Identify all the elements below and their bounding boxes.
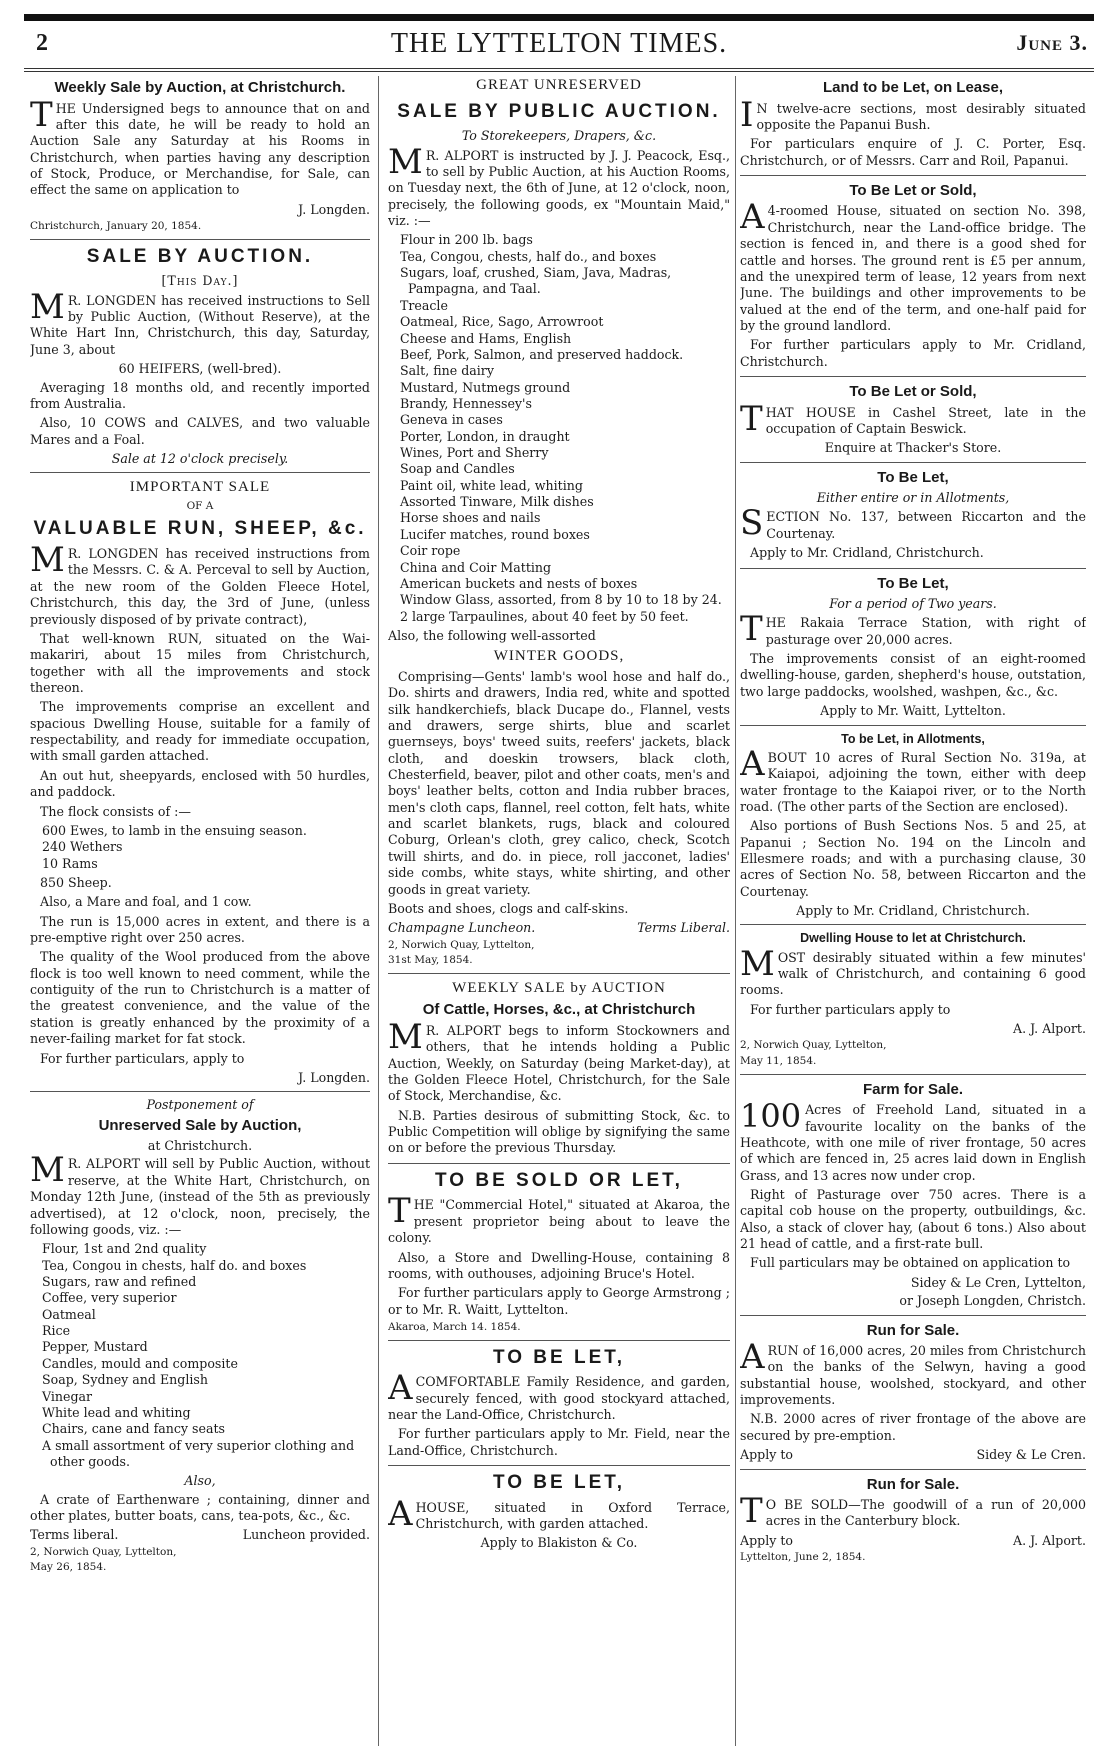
luncheon-text: Luncheon provided. (242, 1527, 370, 1543)
top-rule (24, 14, 1094, 21)
list-item: Wines, Port and Sherry (400, 445, 549, 461)
list-item: Tea, Congou, chests, half do., and boxes (400, 248, 657, 264)
ad-heading: TO BE LET, (492, 1472, 626, 1494)
ad-subheading: [This Day.] (161, 273, 239, 289)
list-item: Treacle (400, 297, 448, 313)
ad-heading: SALE BY AUCTION. (86, 245, 314, 267)
goods-list (388, 232, 730, 625)
apply-row (740, 1533, 1086, 1549)
ad-heading: Land to be Let, on Lease, (822, 79, 1004, 96)
ad-paragraph: For further particulars apply to Mr. Field, near the Land-Office, Christchurch. (388, 1426, 730, 1458)
column-2 (388, 76, 730, 1746)
ad-paragraph: Also portions of Bush Sections Nos. 5 and 25, at Papanui ; Section No. 194 on the Lincoln and Ellesmere roads; and with a purchasing clause, 30 acres of Section No. 58, between Riccarton and the Courtenay. (740, 818, 1086, 899)
list-item: China and Coir Matting (400, 559, 552, 575)
ad-let-or-sold-house (740, 181, 1086, 377)
ad-subheading: To Storekeepers, Drapers, &c. (461, 128, 657, 144)
ad-heading: TO BE LET, (492, 1346, 626, 1368)
list-item: Lucifer matches, round boxes (400, 526, 590, 542)
ad-kicker-small: OF A (186, 499, 214, 512)
ad-paragraph: Apply to Mr. Cridland, Christchurch. (796, 903, 1030, 919)
ad-paragraph: Apply to Mr. Cridland, Christchurch. (750, 545, 984, 561)
ad-body: THE Rakaia Terrace Station, with right of pasturage over 20,000 acres. (740, 609, 1086, 650)
ad-to-be-let-house (388, 1471, 730, 1557)
ad-heading: Weekly Sale by Auction, at Christchurch. (54, 79, 346, 96)
apply-text: Apply to (740, 1532, 794, 1548)
ad-paragraph: Also, 10 COWS and CALVES, and two valuable Mares and a Foal. (30, 415, 370, 447)
list-item: Coffee, very superior (42, 1290, 177, 1306)
ad-body: MR. ALPORT is instructed by J. J. Peacock, Esq., to sell by Public Auction, at his Auction Rooms, on Tuesday next, the 6th of June, at 12 o'clock, noon, precisely, the following goods, ex "Mountain Maid," viz. :— (388, 141, 730, 228)
ad-body: AHOUSE, situated in Oxford Terrace, Christchurch, with garden attached. (388, 1493, 730, 1534)
ad-weekly-sale-christchurch (30, 78, 370, 240)
ad-signature: Sidey & Le Cren, Lyttelton, (910, 1274, 1086, 1290)
ad-body: MR. ALPORT begs to inform Stockowners and others, that he intends holding a Public Auction, Weekly, on Saturday (being Market-day), at the Golden Fleece Hotel, Christchurch, for the Sale of Stock, Merchandise, &c. (388, 1016, 730, 1104)
ad-body: TO BE SOLD—The goodwill of a run of 20,000 acres in the Canterbury block. (740, 1491, 1086, 1532)
ad-section-to-be-let (740, 468, 1086, 569)
ad-paragraph: Apply to Mr. Waitt, Lyttelton. (820, 703, 1006, 719)
list-item: Cheese and Hams, English (400, 330, 572, 346)
column-divider (735, 76, 736, 1746)
list-item: Flour in 200 lb. bags (400, 232, 533, 248)
list-item: Chairs, cane and fancy seats (42, 1421, 225, 1437)
list-item: Tea, Congou in chests, half do. and boxes (42, 1257, 307, 1273)
list-item: Soap and Candles (400, 461, 515, 477)
ad-signature: J. Longden. (298, 201, 370, 217)
ad-time: Sale at 12 o'clock precisely. (111, 450, 289, 466)
column-1 (30, 76, 370, 1746)
list-item: 10 Rams (42, 855, 98, 871)
ad-paragraph: Enquire at Thacker's Store. (824, 440, 1002, 456)
ad-body: Acres of Freehold Land, situated in a favourite locality on the banks of the Heathcote, with one mile of river frontage, 50 acres of which are fenced in, 25 acres laid down in English Grass, and 13 acres now under crop. (740, 1102, 1086, 1183)
ad-signature: or Joseph Longden, Christch. (899, 1293, 1086, 1309)
ad-signature: A. J. Alport. (1012, 1021, 1086, 1037)
flock-list (30, 823, 370, 872)
apply-text: Apply to (740, 1447, 794, 1463)
ad-body: IN twelve-acre sections, most desirably situated opposite the Papanui Bush. (740, 94, 1086, 135)
ad-date: 31st May, 1854. (388, 954, 473, 967)
ad-rakaia-station (740, 574, 1086, 726)
ad-weekly-sale-cattle (388, 979, 730, 1164)
ad-kicker: WEEKLY SALE by AUCTION (452, 979, 666, 996)
list-item: Beef, Pork, Salmon, and preserved haddock. (400, 346, 684, 362)
ad-signature: A. J. Alport. (1012, 1532, 1086, 1548)
ad-heading: To Be Let or Sold, (849, 181, 977, 199)
ad-heading: Dwelling House to let at Christchurch. (800, 931, 1026, 946)
ad-farm-for-sale (740, 1080, 1086, 1316)
ad-body: THE Undersigned begs to announce that on and after this date, he will be ready to hold an Auction Sale any Saturday at his Rooms in Christchurch, when parties having any description of Stock, Produce, or Merchandise, for Sale, can effect the same on application to (30, 94, 370, 198)
list-item: Porter, London, in draught (400, 428, 570, 444)
newspaper-title: THE LYTTELTON TIMES. (390, 28, 728, 59)
ad-heading: Run for Sale. (866, 1321, 960, 1339)
ad-also: Also, (184, 1473, 216, 1489)
ad-paragraph: A crate of Earthenware ; containing, dinner and other plates, butter boats, cans, tea-pots, &c., &c. (30, 1491, 370, 1524)
list-item: A small assortment of very superior clothing and other goods. (42, 1437, 355, 1469)
ad-paragraph: The improvements comprise an excellent and spacious Dwelling House, suitable for a family of respectability, and ready for immediate occupation, with small garden attached. (30, 699, 370, 764)
ad-heading: Of Cattle, Horses, &c., at Christchurch (422, 1001, 696, 1019)
list-item: Flour, 1st and 2nd quality (42, 1241, 207, 1257)
page-number: 2 (36, 30, 48, 56)
flock-total: 850 Sheep. (40, 874, 112, 890)
column-3 (740, 76, 1086, 1746)
list-item: Brandy, Hennessey's (400, 395, 532, 411)
ad-let-or-sold-cashel (740, 382, 1086, 463)
ad-heading: Unreserved Sale by Auction, (98, 1116, 302, 1134)
list-item: Salt, fine dairy (400, 363, 494, 379)
ad-body: ABOUT 10 acres of Rural Section No. 319a, at Kaiapoi, adjoining the town, either with deep water frontage to the Kaiapoi river, or to the North road. (The other parts of the Section are enclosed). (740, 743, 1086, 814)
ad-heading: To Be Let, (877, 468, 949, 486)
ad-kicker: Postponement of (146, 1097, 254, 1113)
column-divider (378, 76, 379, 1746)
terms-row (30, 1527, 370, 1543)
ad-body: MR. ALPORT will sell by Public Auction, without reserve, at the White Hart, Christchurch, on Monday 12th June, (instead of the 5th as previously advertised), at 12 o'clock, noon, precisely, the following goods, viz. :— (30, 1150, 370, 1237)
ad-date: Akaroa, March 14. 1854. (388, 1320, 521, 1333)
ad-body: A4-roomed House, situated on section No. 398, Christchurch, near the Land-office bridge. The section is fenced in, and there is a good shed for cattle and horses. The ground rent is £5 per annum, and the unexpired term of lease, 12 years from next June. The buildings and other improvements to be valued at the end of the term, and one-half paid for by the ground landlord. (740, 197, 1086, 333)
ad-body: MOST desirably situated within a few minutes' walk of Christchurch, and containing 6 good rooms. (740, 943, 1086, 998)
champagne-text: Champagne Luncheon. (388, 920, 536, 936)
ad-paragraph: That well-known RUN, situated on the Wai-makariri, about 15 miles from Christchurch, together with all the improvements and stock thereon. (30, 630, 370, 695)
ad-postponed-sale (30, 1097, 370, 1580)
ad-body: ARUN of 16,000 acres, 20 miles from Christchurch on the banks of the Selwyn, having a good substantial house, woolshed, stockyard, and other improvements. (740, 1337, 1086, 1408)
ad-address: 2, Norwich Quay, Lyttelton, (740, 1039, 887, 1052)
list-item: Rice (42, 1323, 71, 1339)
ad-subheading: at Christchurch. (147, 1138, 253, 1154)
apply-row (740, 1447, 1086, 1463)
ad-nb: N.B. Parties desirous of submitting Stock, &c. to Public Competition will oblige by signifying the same on or before the previous Thursday. (388, 1107, 730, 1156)
ad-run-for-sale-selwyn (740, 1321, 1086, 1470)
list-item: Window Glass, assorted, from 8 by 10 to 18 by 24. (400, 592, 722, 608)
ad-kicker: GREAT UNRESERVED (476, 77, 642, 93)
ad-nb: N.B. 2000 acres of river frontage of the above are secured by pre-emption. (740, 1411, 1086, 1443)
list-item: Pepper, Mustard (42, 1339, 148, 1355)
list-item: 2 large Tarpaulines, about 40 feet by 50 feet. (400, 608, 689, 624)
ad-paragraph: Boots and shoes, clogs and calf-skins. (388, 900, 629, 916)
list-item: Oatmeal, Rice, Sago, Arrowroot (400, 314, 604, 330)
list-item: Paint oil, white lead, whiting (400, 477, 583, 493)
ad-to-be-let-residence (388, 1346, 730, 1466)
ad-item: 60 HEIFERS, (well-bred). (118, 361, 282, 377)
terms-text: Terms Liberal. (637, 920, 730, 936)
ad-paragraph: Also, a Store and Dwelling-House, containing 8 rooms, with outhouses, adjoining Bruce's Hotel. (388, 1249, 730, 1281)
ad-allotments (740, 731, 1086, 926)
ad-date: May 26, 1854. (30, 1561, 107, 1574)
ad-kicker: IMPORTANT SALE (129, 479, 271, 496)
ad-paragraph: The run is 15,000 acres in extent, and there is a pre-emptive right over 250 acres. (30, 913, 370, 946)
ad-body: MR. LONGDEN has received instructions to Sell by Public Auction, (Without Reserve), at the White Hart Inn, Christchurch, this day, Saturday, June 3, about (30, 286, 370, 357)
ad-signature: J. Longden. (298, 1069, 370, 1085)
header-rule (24, 68, 1094, 72)
ad-paragraph: Also, the following well-assorted (388, 627, 596, 643)
ad-heading: To Be Let or Sold, (849, 383, 977, 401)
ad-body: THAT HOUSE in Cashel Street, late in the occupation of Captain Beswick. (740, 398, 1086, 439)
ad-body: MR. LONGDEN has received instructions from the Messrs. C. & A. Perceval to sell by Auction, at the new room of the Golden Fleece Hotel, Christchurch, this day, the 3rd of June, (unless previously disposed of by private contract), (30, 540, 370, 627)
ad-address: 2, Norwich Quay, Lyttelton, (388, 938, 535, 951)
ad-paragraph: Apply to Blakiston & Co. (480, 1535, 638, 1551)
goods-list (30, 1241, 370, 1470)
list-item: American buckets and nests of boxes (400, 575, 638, 591)
ad-important-sale (30, 478, 370, 1092)
ad-date: May 11, 1854. (740, 1055, 817, 1068)
farm-acres: 100 (740, 1097, 802, 1136)
ad-address: 2, Norwich Quay, Lyttelton, (30, 1545, 177, 1558)
ad-paragraph: For further particulars apply to George Armstrong ; or to Mr. R. Waitt, Lyttelton. (388, 1285, 730, 1317)
ad-paragraph: The improvements consist of an eight-roomed dwelling-house, garden, shepherd's house, outstation, two large paddocks, woolshed, washpen, &c., &c. (740, 651, 1086, 699)
ad-great-unreserved-sale (388, 76, 730, 974)
ad-paragraph: The quality of the Wool produced from the above flock is too well known to need comment, while the contiguity of the run to Christchurch is a matter of the greatest convenience, and the value of the station is greatly enhanced by the proximity of a never-failing market for fat stock. (30, 949, 370, 1047)
list-item: Horse shoes and nails (400, 510, 541, 526)
ad-heading: To Be Let, (877, 574, 949, 592)
ad-heading: Farm for Sale. (862, 1080, 964, 1098)
ad-paragraph: For further particulars apply to Mr. Cridland, Christchurch. (740, 337, 1086, 369)
ad-body: SECTION No. 137, between Riccarton and the Courtenay. (740, 503, 1086, 544)
ad-body: ACOMFORTABLE Family Residence, and garden, securely fenced, with good stockyard attached, near the Land-Office, Christchurch. (388, 1368, 730, 1422)
ad-paragraph: An out hut, sheepyards, enclosed with 50 hurdles, and paddock. (30, 767, 370, 800)
list-item: White lead and whiting (42, 1404, 191, 1420)
ad-heading: TO BE SOLD OR LET, (435, 1169, 683, 1191)
terms-text: Terms liberal. (30, 1527, 119, 1543)
winter-goods-body: Comprising—Gents' lamb's wool hose and half do., Do. shirts and drawers, India red, white and spotted silk handkerchiefs, black Ducape do., Flannel, vests and drawers, serge shirts, blue and scarlet guernseys, boys' tweed suits, reefers' jackets, black cloth, and doeskin trowsers, black cloth, Chesterfield, beaver, pilot and other coats, men's and boys' leather belts, cotton and India rubber braces, men's cloth caps, flannel, reel cotton, felt hats, white and scarlet blankets, rugs, black and coloured Coburg, Orlean's cloth, grey calico, check, Scotch twill shirts, and do. in piece, roll jacconet, ladies' side combs, white stays, white shirting, and other goods in great variety. (388, 668, 730, 897)
ad-paragraph: For further particulars apply to (750, 1001, 951, 1017)
ad-subheading: Either entire or in Allotments, (816, 490, 1010, 506)
ad-body: THE "Commercial Hotel," situated at Akaroa, the present proprietor being about to leave the colony. (388, 1191, 730, 1246)
terms-row (388, 920, 730, 936)
ad-paragraph: For further particulars, apply to (40, 1050, 245, 1066)
ad-run-for-sale-canterbury (740, 1475, 1086, 1570)
list-item: 600 Ewes, to lamb in the ensuing season. (42, 822, 307, 838)
list-item: 240 Wethers (42, 839, 123, 855)
list-item: Geneva in cases (400, 412, 503, 428)
ad-heading: To be Let, in Allotments, (841, 731, 985, 746)
ad-heading: VALUABLE RUN, SHEEP, &c. (33, 518, 367, 540)
ad-dwelling-house (740, 930, 1086, 1074)
list-item: Coir rope (400, 543, 461, 559)
ad-to-be-sold-or-let (388, 1169, 730, 1341)
ad-paragraph: For particulars enquire of J. C. Porter, Esq. Christchurch, or of Messrs. Carr and Roil, Papanui. (740, 136, 1086, 168)
list-item: Soap, Sydney and English (42, 1372, 208, 1388)
ad-sale-by-auction (30, 245, 370, 474)
ad-land-to-be-let (740, 78, 1086, 176)
ad-heading: SALE BY PUBLIC AUCTION. (397, 100, 721, 122)
ad-date: Lyttelton, June 2, 1854. (740, 1551, 866, 1564)
ad-paragraph: Right of Pasturage over 750 acres. There is a capital cob house on the property, outbuildings, &c. Also, a stack of clover hay, (about 6 tons.) Also about 21 head of cattle, and a first-rate bull. (740, 1187, 1086, 1252)
issue-date: June 3. (1016, 30, 1088, 55)
ad-paragraph: The flock consists of :— (40, 803, 191, 819)
list-item: Sugars, raw and refined (42, 1274, 197, 1289)
list-item: Sugars, loaf, crushed, Siam, Java, Madras, Pampagna, and Taal. (400, 265, 672, 297)
ad-heading: Run for Sale. (866, 1475, 960, 1493)
ad-paragraph: Also, a Mare and foal, and 1 cow. (40, 894, 252, 910)
winter-goods-heading: WINTER GOODS, (493, 648, 625, 665)
list-item: Candles, mould and composite (42, 1355, 238, 1371)
list-item: Mustard, Nutmegs ground (400, 379, 571, 395)
ad-subheading: For a period of Two years. (829, 596, 997, 612)
list-item: Oatmeal (42, 1306, 96, 1322)
masthead (24, 30, 1094, 64)
list-item: Vinegar (42, 1388, 93, 1404)
ad-paragraph: Averaging 18 months old, and recently imported from Australia. (30, 379, 370, 411)
list-item: Assorted Tinware, Milk dishes (400, 494, 594, 510)
ad-paragraph: Full particulars may be obtained on application to (750, 1255, 1071, 1271)
ad-dateline: Christchurch, January 20, 1854. (30, 220, 202, 233)
ad-signature: Sidey & Le Cren. (976, 1447, 1086, 1463)
